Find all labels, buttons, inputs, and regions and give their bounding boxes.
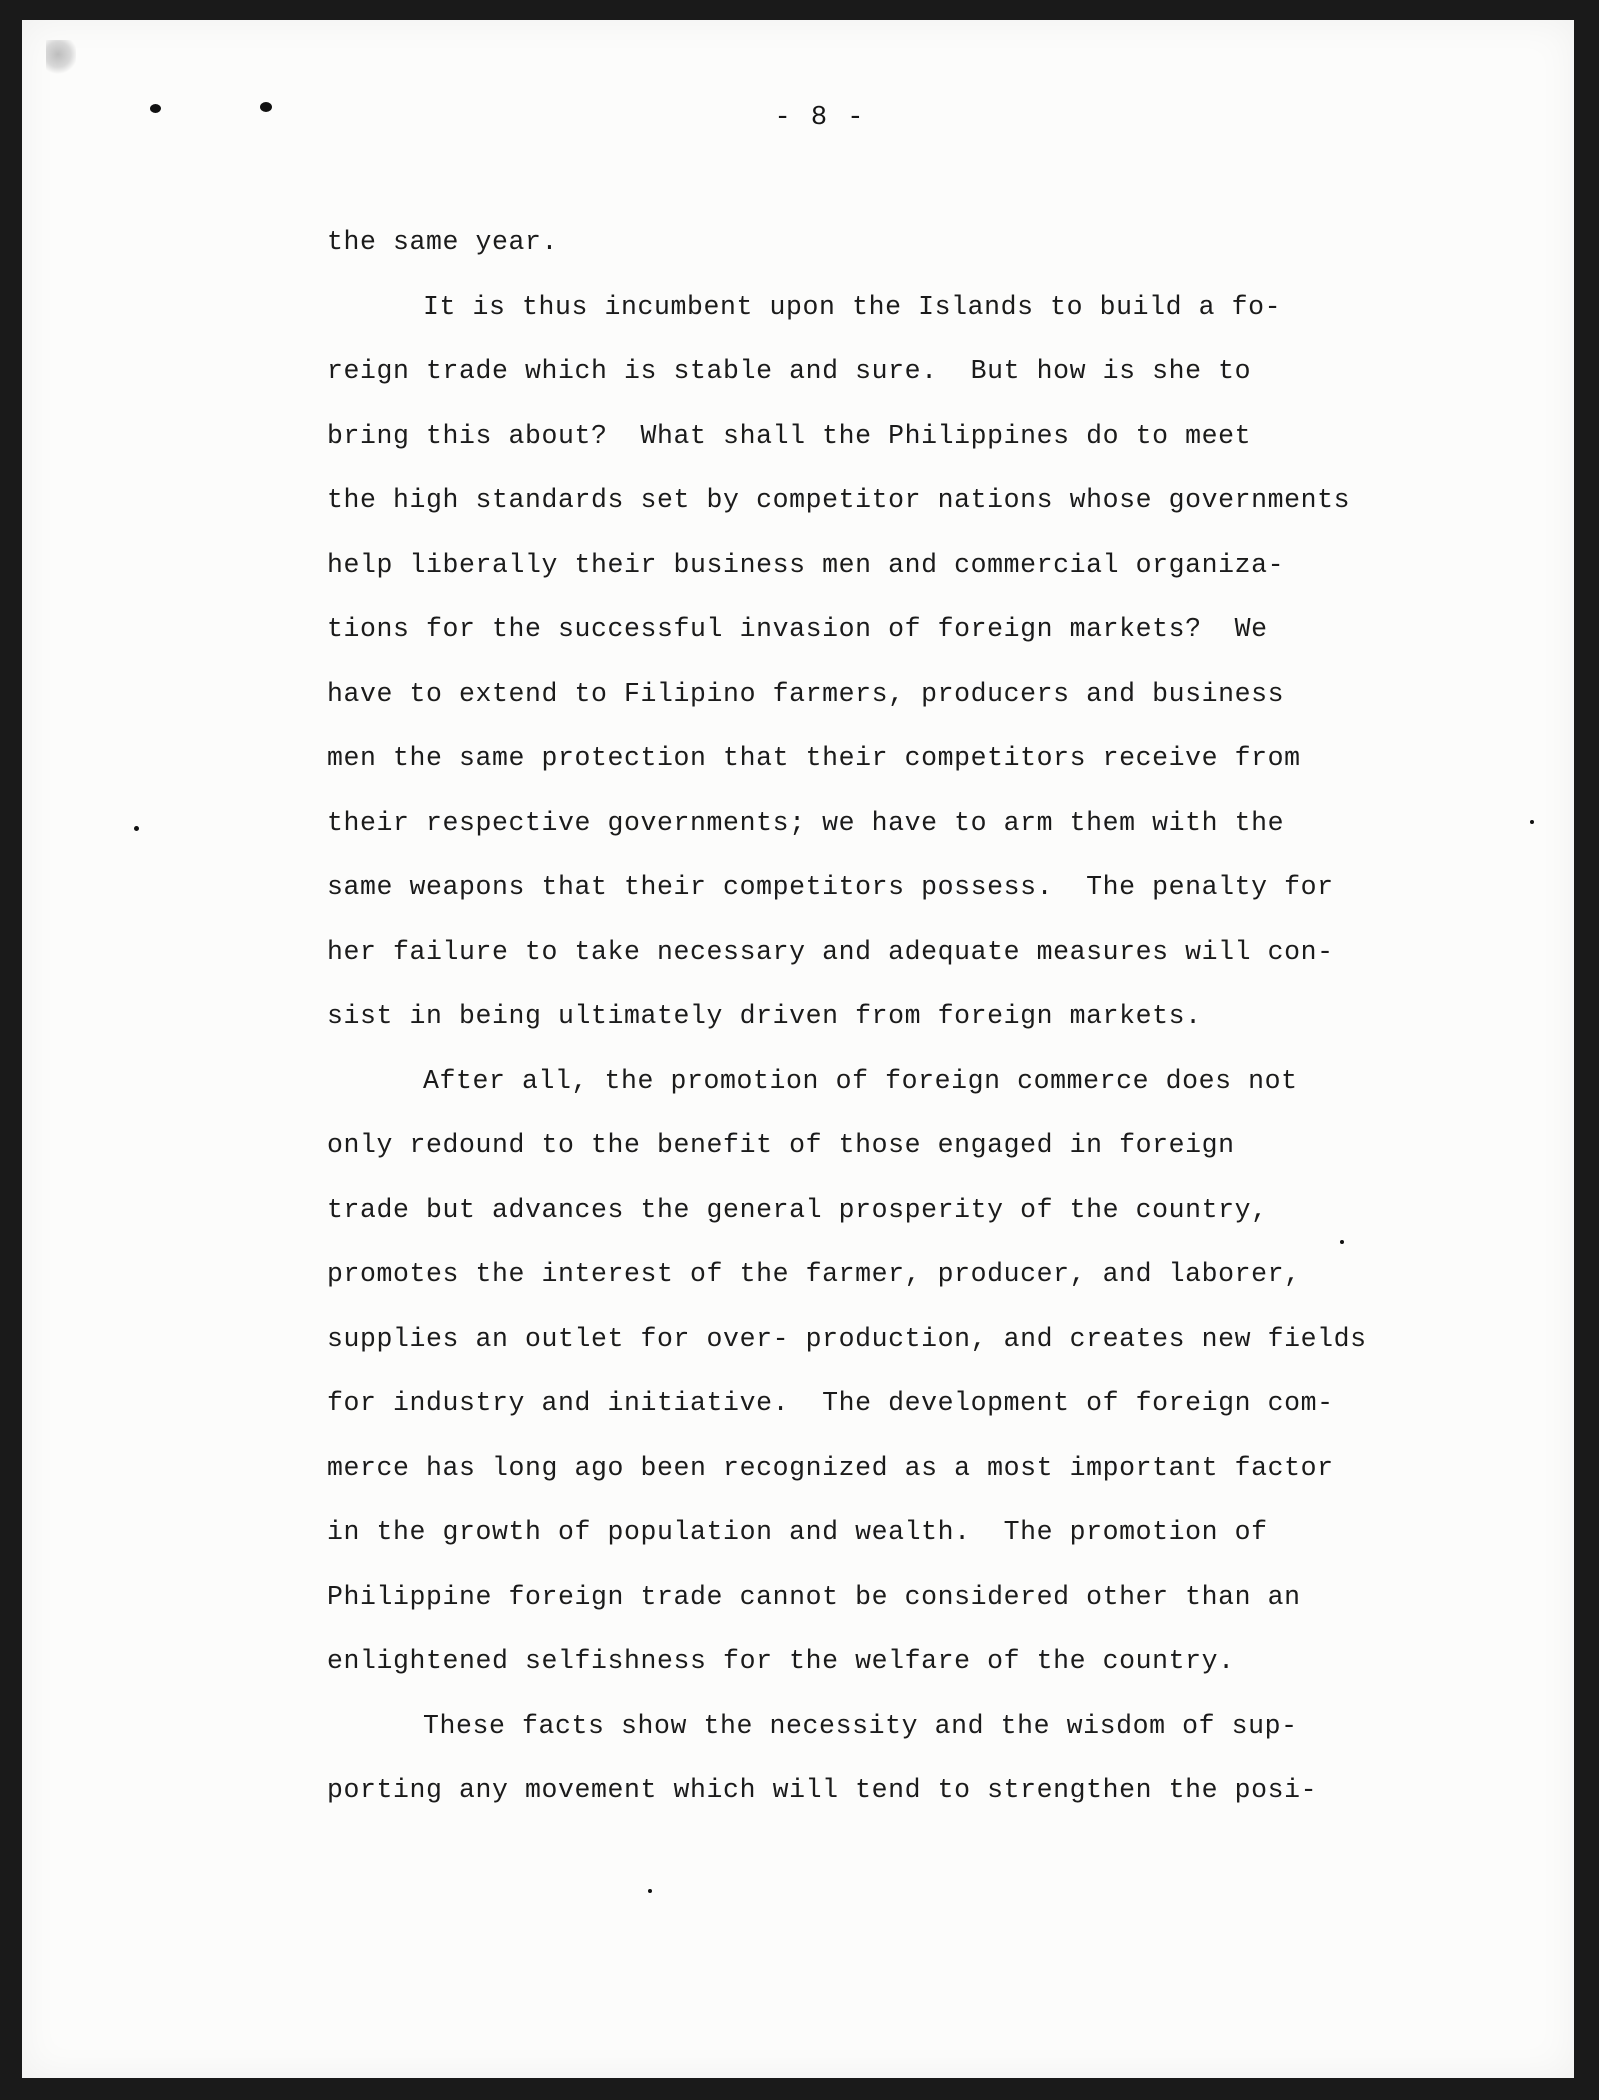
text-line: supplies an outlet for over- production, and creates new fields xyxy=(327,1323,1367,1354)
text-line: the high standards set by competitor nations whose governments xyxy=(327,485,1351,515)
body-text xyxy=(327,210,1377,1823)
text-line: same weapons that their competitors possess. The penalty for xyxy=(327,872,1334,902)
page-number: - 8 - xyxy=(774,103,866,133)
text-line: the same year. xyxy=(327,227,559,257)
text-line: bring this about? What shall the Philippines do to meet xyxy=(327,420,1252,451)
text-line: her failure to take necessary and adequate measures will con- xyxy=(327,936,1334,967)
scan-speck xyxy=(648,1889,652,1893)
text-line: Philippine foreign trade cannot be considered other than an xyxy=(327,1581,1301,1612)
text-line: help liberally their business men and commercial organiza- xyxy=(327,549,1285,580)
text-line: only redound to the benefit of those engaged in foreign xyxy=(327,1130,1235,1160)
text-line: for industry and initiative. The development of foreign com- xyxy=(327,1388,1334,1418)
text-line: merce has long ago been recognized as a most important factor xyxy=(327,1452,1334,1483)
text-line: men the same protection that their competitors receive from xyxy=(327,743,1301,773)
text-line: in the growth of population and wealth. The promotion of xyxy=(327,1517,1268,1547)
text-line: tions for the successful invasion of foreign markets? We xyxy=(327,614,1268,644)
text-line: These facts show the necessity and the wisdom of sup- xyxy=(423,1710,1298,1741)
text-line: trade but advances the general prosperity of the country, xyxy=(327,1194,1268,1225)
text-line: sist in being ultimately driven from foreign markets. xyxy=(327,1001,1202,1031)
document-page xyxy=(22,20,1574,2078)
text-line: porting any movement which will tend to strengthen the posi- xyxy=(327,1775,1318,1805)
scan-speck xyxy=(1530,820,1534,824)
scan-corner-artifact xyxy=(46,40,76,76)
text-line: reign trade which is stable and sure. But how is she to xyxy=(327,356,1252,386)
text-line: promotes the interest of the farmer, producer, and laborer, xyxy=(327,1259,1301,1289)
text-line: It is thus incumbent upon the Islands to build a fo- xyxy=(423,291,1282,322)
text-line: have to extend to Filipino farmers, producers and business xyxy=(327,678,1285,709)
text-line: their respective governments; we have to arm them with the xyxy=(327,807,1285,838)
text-line: After all, the promotion of foreign commerce does not xyxy=(423,1065,1298,1096)
scan-speck xyxy=(134,826,139,831)
text-line: enlightened selfishness for the welfare of the country. xyxy=(327,1646,1235,1676)
